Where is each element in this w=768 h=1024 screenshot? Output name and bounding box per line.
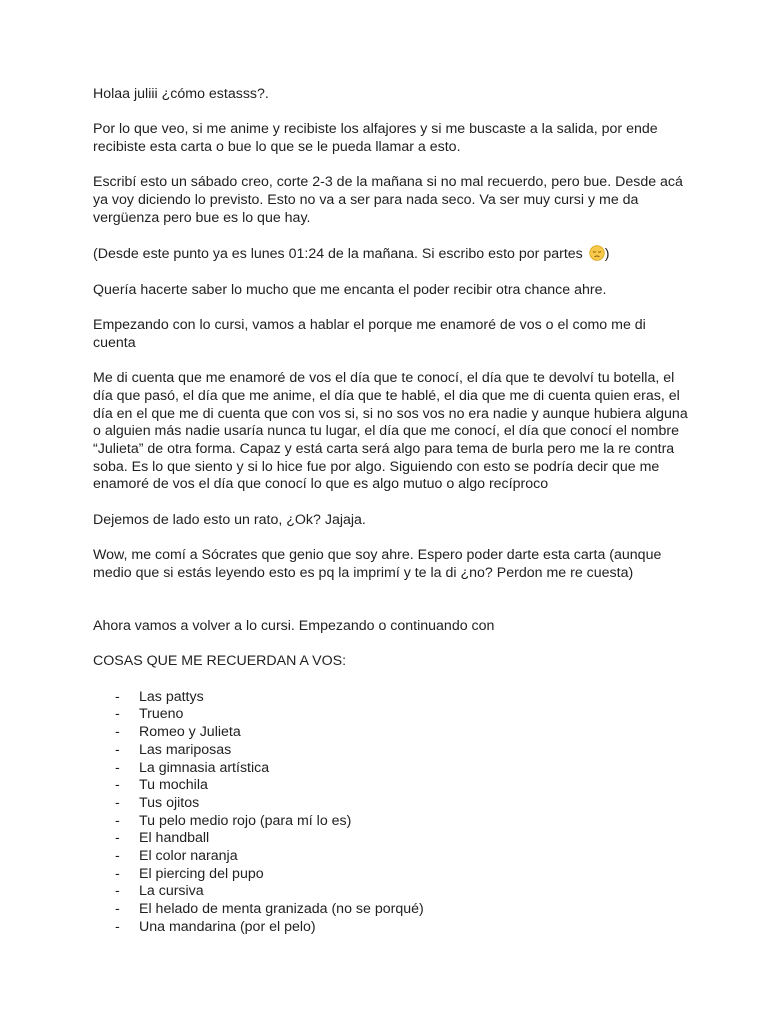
list-item bbox=[93, 742, 688, 760]
list-item bbox=[93, 883, 688, 901]
list-item bbox=[93, 795, 688, 813]
list-item-text: Tu mochila bbox=[139, 777, 208, 794]
list-item bbox=[93, 760, 688, 778]
list-marker: - bbox=[115, 918, 120, 935]
paragraph-monday-note bbox=[93, 245, 688, 264]
list-marker: - bbox=[115, 830, 120, 847]
list-item bbox=[93, 848, 688, 866]
list-item bbox=[93, 813, 688, 831]
list-item-text: Una mandarina (por el pelo) bbox=[139, 918, 316, 935]
list-marker: - bbox=[115, 812, 120, 829]
list-marker: - bbox=[115, 688, 120, 705]
list-marker: - bbox=[115, 794, 120, 811]
list-item-text: El color naranja bbox=[139, 848, 238, 865]
list-item-text: Romeo y Julieta bbox=[139, 724, 241, 741]
list-item bbox=[93, 866, 688, 884]
list-marker: - bbox=[115, 706, 120, 723]
list-marker: - bbox=[115, 724, 120, 741]
list-item bbox=[93, 919, 688, 937]
paragraph-written-saturday: Escribí esto un sábado creo, corte 2-3 de la mañana si no mal recuerdo, pero bue. Desde acá ya voy diciendo lo previsto. Esto no va a ser para nada seco. Va ser muy cursi y me da vergüenza pero bue es lo que hay. bbox=[93, 174, 683, 226]
list-item bbox=[93, 777, 688, 795]
list-item bbox=[93, 706, 688, 724]
monday-note-text: (Desde este punto ya es lunes 01:24 de la mañana. Si escribo esto por partes bbox=[93, 246, 583, 263]
list-item-text: El handball bbox=[139, 830, 210, 847]
list-item-text: El helado de menta granizada (no se porqué) bbox=[139, 901, 424, 918]
list-item bbox=[93, 724, 688, 742]
list-marker: - bbox=[115, 865, 120, 882]
list-item-text: El piercing del pupo bbox=[139, 865, 264, 882]
list-item-text: La gimnasia artística bbox=[139, 759, 270, 776]
paragraph-greeting: Holaa juliii ¿cómo estasss?. bbox=[93, 86, 269, 102]
paragraph-when-fell-in-love: Me di cuenta que me enamoré de vos el día que te conocí, el día que te devolví tu botella, el día que pasó, el día que me anime, el día que te hablé, el dia que me di cuenta quien eras, el día en el que me di cuenta que con vos si, si no sos vos no era nadie y aunque hubiera alguna o alguien más nadie usaría nunca tu lugar, el día que me conocí, el día que conocí el nombre “Julieta” de otra forma. Capaz y está carta será algo para tema de burla pero me la re contra soba. Es lo que siento y si lo hice fue por algo. Siguiendo con esto se podría decir que me enamoré de vos el día que conocí lo que es algo mutuo o algo recíproco bbox=[93, 370, 688, 493]
list-item-text: Trueno bbox=[139, 706, 184, 723]
list-marker: - bbox=[115, 883, 120, 900]
list-item bbox=[93, 901, 688, 919]
list-marker: - bbox=[115, 741, 120, 758]
paragraph-another-chance: Quería hacerte saber lo mucho que me encanta el poder recibir otra chance ahre. bbox=[93, 281, 607, 298]
list-heading: COSAS QUE ME RECUERDAN A VOS: bbox=[93, 653, 347, 670]
monday-note-close: ) bbox=[604, 246, 610, 263]
list-marker: - bbox=[115, 901, 120, 918]
list-item-text: La cursiva bbox=[139, 883, 204, 900]
list-marker: - bbox=[115, 759, 120, 776]
things-list bbox=[93, 689, 688, 937]
paragraph-socrates: Wow, me comí a Sócrates que genio que soy ahre. Espero poder darte esta carta (aunque medio que si estás leyendo esto es pq la imprimí y te la di ¿no? Perdon me re cuesta) bbox=[93, 547, 662, 581]
list-item-text: Las mariposas bbox=[139, 741, 232, 758]
list-marker: - bbox=[115, 848, 120, 865]
pensive-face-icon bbox=[589, 245, 605, 261]
list-item-text: Las pattys bbox=[139, 688, 204, 705]
paragraph-lets-leave-aside: Dejemos de lado esto un rato, ¿Ok? Jajaja. bbox=[93, 511, 366, 528]
paragraph-intro: Por lo que veo, si me anime y recibiste los alfajores y si me buscaste a la salida, por ende recibiste esta carta o bue lo que se le pueda llamar a esto. bbox=[93, 121, 658, 156]
list-item bbox=[93, 689, 688, 707]
list-item bbox=[93, 830, 688, 848]
paragraph-cursi-start: Empezando con lo cursi, vamos a hablar el porque me enamoré de vos o el como me di cuenta bbox=[93, 317, 646, 351]
list-item-text: Tus ojitos bbox=[139, 794, 200, 811]
paragraph-back-to-cursi: Ahora vamos a volver a lo cursi. Empezando o continuando con bbox=[93, 617, 495, 634]
list-marker: - bbox=[115, 777, 120, 794]
list-item-text: Tu pelo medio rojo (para mí lo es) bbox=[139, 812, 352, 829]
